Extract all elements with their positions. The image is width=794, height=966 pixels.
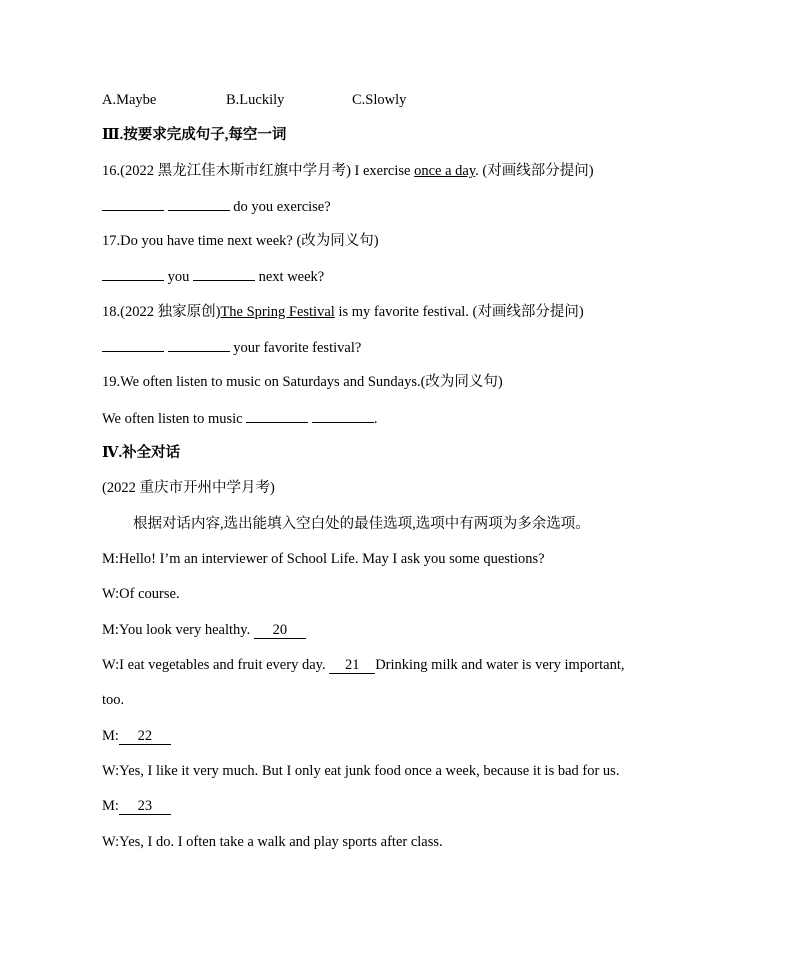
blank-21[interactable]: 21 [329, 657, 375, 674]
dialogue-line-7: W:Yes, I like it very much. But I only eat junk food once a week, because it is bad for us. [102, 763, 620, 779]
blank-22[interactable]: 22 [119, 728, 171, 745]
q18-suffix: is my favorite festival. (对画线部分提问) [334, 304, 584, 320]
dialogue-line-4-tail: Drinking milk and water is very important, [375, 657, 625, 673]
blank-23[interactable]: 23 [119, 798, 171, 815]
answer-blank[interactable] [102, 337, 164, 352]
answer-blank[interactable] [168, 337, 230, 352]
option-a: A.Maybe [102, 92, 157, 108]
answer-blank[interactable] [246, 408, 308, 423]
dialogue-line-3-text: M:You look very healthy. [102, 622, 254, 638]
dialogue-line-4 [102, 655, 624, 675]
answer-blank[interactable] [312, 408, 374, 423]
question-17: 17.Do you have time next week? (改为同义句) [102, 233, 379, 249]
dialogue-line-9: W:Yes, I do. I often take a walk and play sports after class. [102, 834, 443, 850]
dialogue-line-4-text: W:I eat vegetables and fruit every day. [102, 657, 330, 673]
question-18 [102, 302, 584, 322]
answer-17-mid: you [164, 269, 193, 285]
answer-16 [102, 196, 331, 217]
dialogue-line-6 [102, 726, 171, 746]
answer-blank[interactable] [168, 196, 230, 211]
dialogue-line-8 [102, 796, 171, 816]
q16-underlined: once a day [414, 163, 476, 179]
answer-blank[interactable] [102, 196, 164, 211]
dialogue-line-8-text: M: [102, 798, 119, 814]
answer-blank[interactable] [102, 266, 164, 281]
dialogue-line-3 [102, 620, 306, 640]
answer-18 [102, 337, 361, 358]
question-19: 19.We often listen to music on Saturdays and Sundays.(改为同义句) [102, 374, 503, 390]
dialogue-line-2: W:Of course. [102, 586, 180, 602]
q18-prefix: 18.(2022 独家原创) [102, 304, 221, 320]
answer-17-tail: next week? [255, 269, 325, 285]
answer-blank[interactable] [193, 266, 255, 281]
q16-prefix: 16.(2022 黑龙江佳木斯市红旗中学月考) I exercise [102, 163, 415, 179]
section-4-instruction: 根据对话内容,选出能填入空白处的最佳选项,选项中有两项为多余选项。 [133, 516, 590, 532]
section-4-heading: Ⅳ.补全对话 [102, 445, 181, 461]
answer-18-tail: your favorite festival? [229, 340, 362, 356]
q18-underlined: The Spring Festival [220, 304, 335, 320]
answer-19-head: We often listen to music [102, 411, 247, 427]
dialogue-line-5: too. [102, 692, 125, 708]
answer-17 [102, 266, 324, 287]
answer-16-tail: do you exercise? [229, 199, 331, 215]
dialogue-line-6-text: M: [102, 728, 119, 744]
question-16 [102, 161, 594, 181]
section-3-heading: Ⅲ.按要求完成句子,每空一词 [102, 127, 287, 143]
options-row [102, 90, 406, 110]
section-4-source: (2022 重庆市开州中学月考) [102, 480, 275, 496]
answer-19 [102, 408, 377, 429]
q16-suffix: . (对画线部分提问) [475, 163, 594, 179]
answer-19-tail: . [373, 411, 378, 427]
option-c: C.Slowly [352, 92, 407, 108]
blank-20[interactable]: 20 [254, 622, 306, 639]
dialogue-line-1: M:Hello! I’m an interviewer of School Life. May I ask you some questions? [102, 551, 545, 567]
option-b: B.Luckily [226, 92, 285, 108]
